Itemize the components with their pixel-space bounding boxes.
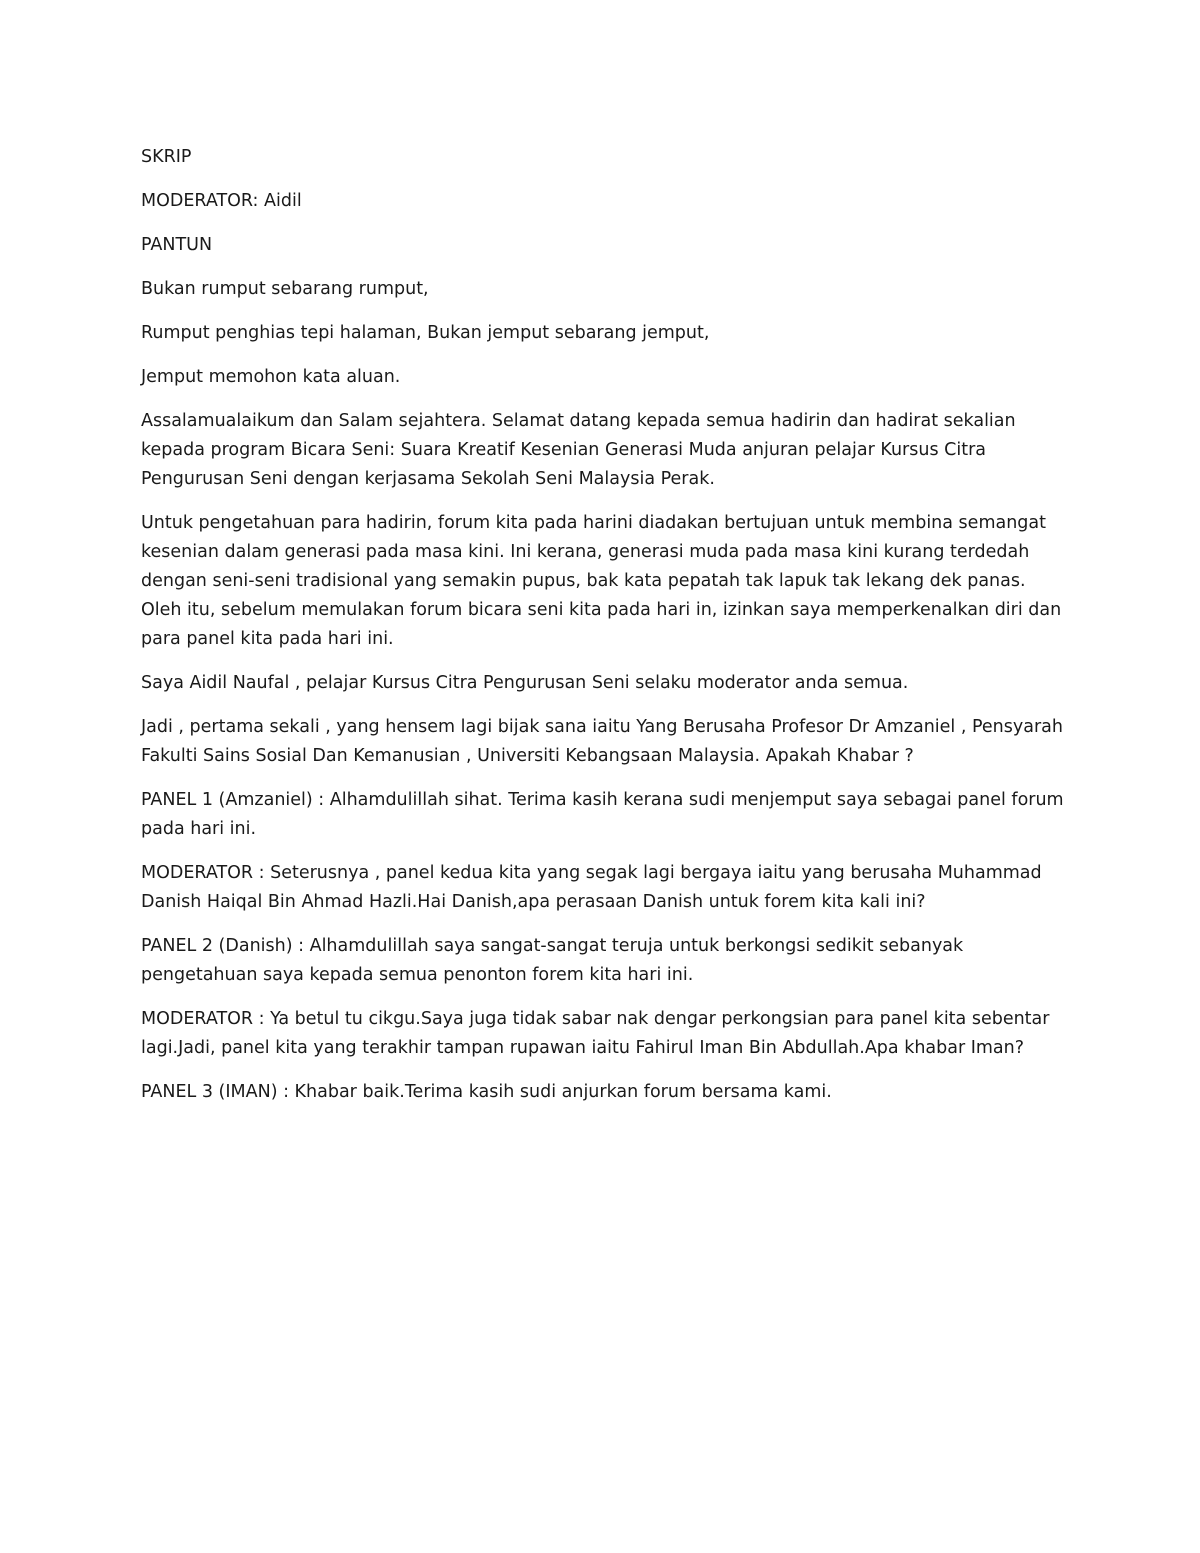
script-heading: SKRIP: [141, 147, 192, 167]
panel-2-reply: PANEL 2 (Danish) : Alhamdulillah saya sangat-sangat teruja untuk berkongsi sedikit sebanyak pengetahuan saya kepada semua penonton forem kita hari ini.: [141, 936, 964, 985]
pantun-line-2: Rumput penghias tepi halaman, Bukan jemput sebarang jemput,: [141, 323, 710, 343]
pantun-heading: PANTUN: [141, 235, 213, 255]
panel-3-reply: PANEL 3 (IMAN) : Khabar baik.Terima kasih sudi anjurkan forum bersama kami.: [141, 1082, 832, 1102]
panel-1-intro: Jadi , pertama sekali , yang hensem lagi bijak sana iaitu Yang Berusaha Profesor Dr Amzaniel , Pensyarah Fakulti Sains Sosial Dan Kemanusian , Universiti Kebangsaan Malaysia. Apakah Khabar ?: [141, 717, 1063, 766]
panel-1-reply: PANEL 1 (Amzaniel) : Alhamdulillah sihat. Terima kasih kerana sudi menjemput saya sebagai panel forum pada hari ini.: [141, 790, 1064, 839]
document-body: [141, 143, 1066, 1122]
panel-3-intro: MODERATOR : Ya betul tu cikgu.Saya juga tidak sabar nak dengar perkongsian para panel kita sebentar lagi.Jadi, panel kita yang terakhir tampan rupawan iaitu Fahirul Iman Bin Abdullah.Apa khabar Iman?: [141, 1009, 1050, 1058]
welcome-paragraph: Assalamualaikum dan Salam sejahtera. Selamat datang kepada semua hadirin dan hadirat sekalian kepada program Bicara Seni: Suara Kreatif Kesenian Generasi Muda anjuran pelajar Kursus Citra Pengurusan Seni dengan kerjasama Sekolah Seni Malaysia Perak.: [141, 411, 1016, 489]
moderator-line: MODERATOR: Aidil: [141, 191, 302, 211]
pantun-line-1: Bukan rumput sebarang rumput,: [141, 279, 429, 299]
purpose-paragraph: Untuk pengetahuan para hadirin, forum kita pada harini diadakan bertujuan untuk membina semangat kesenian dalam generasi pada masa kini. Ini kerana, generasi muda pada masa kini kurang terdedah dengan seni-seni tradisional yang semakin pupus, bak kata pepatah tak lapuk tak lekang dek panas. Oleh itu, sebelum memulakan forum bicara seni kita pada hari in, izinkan saya memperkenalkan diri dan para panel kita pada hari ini.: [141, 513, 1062, 649]
pantun-line-3: Jemput memohon kata aluan.: [141, 367, 401, 387]
panel-2-intro: MODERATOR : Seterusnya , panel kedua kita yang segak lagi bergaya iaitu yang berusaha Muhammad Danish Haiqal Bin Ahmad Hazli.Hai Danish,apa perasaan Danish untuk forem kita kali ini?: [141, 863, 1042, 912]
moderator-intro: Saya Aidil Naufal , pelajar Kursus Citra Pengurusan Seni selaku moderator anda semua.: [141, 673, 909, 693]
